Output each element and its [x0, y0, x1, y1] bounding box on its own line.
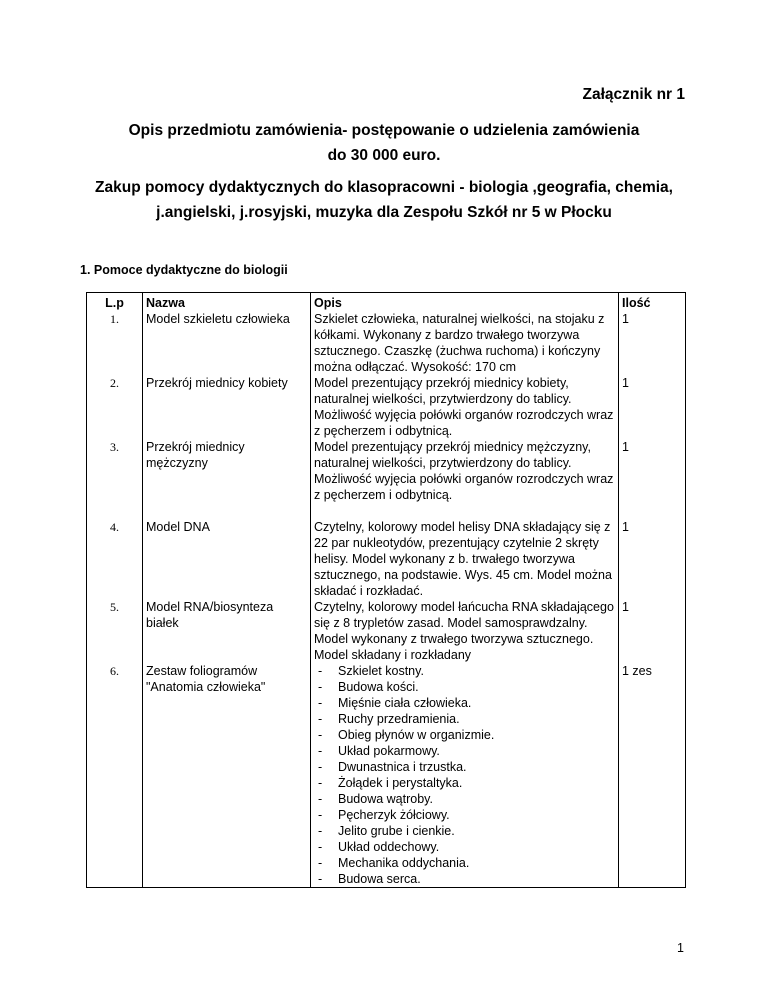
- list-item: - Ruchy przedramienia.: [314, 711, 615, 727]
- table-row: [87, 519, 686, 599]
- header-desc: Opis: [311, 293, 619, 312]
- table-row: [87, 599, 686, 663]
- row-desc: [311, 663, 619, 888]
- row-qty: 1: [619, 375, 686, 439]
- list-item: - Żołądek i perystaltyka.: [314, 775, 615, 791]
- row-lp: 5.: [87, 599, 143, 663]
- list-item: - Układ oddechowy.: [314, 839, 615, 855]
- table-row: [87, 439, 686, 519]
- row-lp: 1.: [87, 311, 143, 375]
- subtitle-line-2: j.angielski, j.rosyjski, muzyka dla Zespołu Szkół nr 5 w Płocku: [156, 204, 612, 221]
- list-item: - Mięśnie ciała człowieka.: [314, 695, 615, 711]
- items-table: [86, 292, 686, 888]
- row-name: Model szkieletu człowieka: [143, 311, 311, 375]
- title-line-2: do 30 000 euro.: [327, 147, 441, 164]
- row-desc: Czytelny, kolorowy model łańcucha RNA składającego się z 8 trypletów zasad. Model samosprawdzalny. Model wykonany z trwałego tworzywa sztucznego. Model składany i rozkładany: [311, 599, 619, 663]
- table-header-row: [87, 293, 686, 312]
- list-item: - Jelito grube i cienkie.: [314, 823, 615, 839]
- row-name: Model RNA/biosynteza białek: [143, 599, 311, 663]
- table-row: [87, 663, 686, 888]
- subtitle-line-1: Zakup pomocy dydaktycznych do klasopracowni - biologia ,geografia, chemia,: [95, 179, 673, 196]
- row-name: Model DNA: [143, 519, 311, 599]
- annex-label: Załącznik nr 1: [582, 86, 685, 103]
- row-lp: 6.: [87, 663, 143, 888]
- row-desc: Szkielet człowieka, naturalnej wielkości, na stojaku z kółkami. Wykonany z bardzo trwałego tworzywa sztucznego. Czaszkę (żuchwa ruchoma) i kończyny można odłączać. Wysokość: 170 cm: [311, 311, 619, 375]
- row-name: Przekrój miednicy kobiety: [143, 375, 311, 439]
- row-desc: Model prezentujący przekrój miednicy kobiety, naturalnej wielkości, przytwierdzony do tablicy. Możliwość wyjęcia połówki organów rozrodczych wraz z pęcherzem i odbytnicą.: [311, 375, 619, 439]
- document-subtitle: [60, 175, 708, 225]
- section-heading: 1. Pomoce dydaktyczne do biologii: [80, 263, 288, 277]
- title-line-1: Opis przedmiotu zamówienia- postępowanie o udzielenia zamówienia: [128, 122, 640, 139]
- page-number: 1: [677, 941, 684, 955]
- foil-list: [314, 663, 615, 887]
- header-name: Nazwa: [143, 293, 311, 312]
- table-row: [87, 375, 686, 439]
- list-item: - Budowa kości.: [314, 679, 615, 695]
- list-item: - Układ pokarmowy.: [314, 743, 615, 759]
- header-qty: Ilość: [619, 293, 686, 312]
- row-desc: Czytelny, kolorowy model helisy DNA składający się z 22 par nukleotydów, prezentujący czytelnie 2 skręty helisy. Model wykonany z b. trwałego tworzywa sztucznego, na podstawie. Wys. 45 cm. Model można składać i rozkładać.: [311, 519, 619, 599]
- document-title: [60, 118, 708, 168]
- row-qty: 1: [619, 311, 686, 375]
- row-qty: 1 zes: [619, 663, 686, 888]
- list-item: - Obieg płynów w organizmie.: [314, 727, 615, 743]
- row-lp: 4.: [87, 519, 143, 599]
- row-name: Zestaw foliogramów "Anatomia człowieka": [143, 663, 311, 888]
- list-item: - Budowa wątroby.: [314, 791, 615, 807]
- row-qty: 1: [619, 599, 686, 663]
- list-item: - Dwunastnica i trzustka.: [314, 759, 615, 775]
- list-item: - Szkielet kostny.: [314, 663, 615, 679]
- row-qty: 1: [619, 439, 686, 519]
- list-item: - Mechanika oddychania.: [314, 855, 615, 871]
- row-lp: 2.: [87, 375, 143, 439]
- table-row: [87, 311, 686, 375]
- row-name: Przekrój miednicy mężczyzny: [143, 439, 311, 519]
- list-item: - Pęcherzyk żółciowy.: [314, 807, 615, 823]
- row-lp: 3.: [87, 439, 143, 519]
- row-desc: Model prezentujący przekrój miednicy mężczyzny, naturalnej wielkości, przytwierdzony do tablicy. Możliwość wyjęcia połówki organów rozrodczych wraz z pęcherzem i odbytnicą.: [311, 439, 619, 519]
- list-item: - Budowa serca.: [314, 871, 615, 887]
- header-lp: L.p: [87, 293, 143, 312]
- row-qty: 1: [619, 519, 686, 599]
